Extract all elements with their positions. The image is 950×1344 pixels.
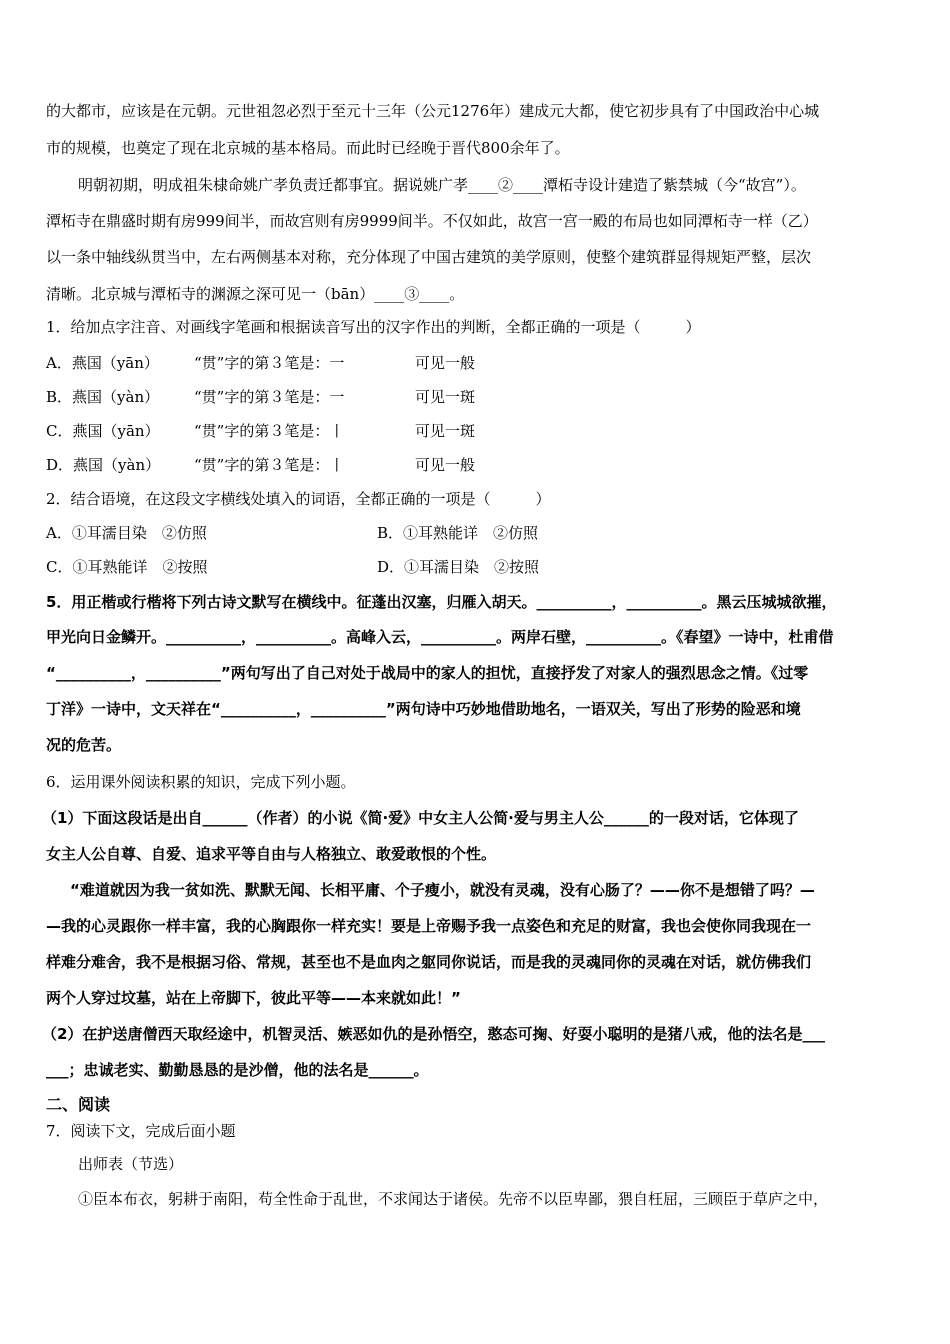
passage-line: 的大都市，应该是在元朝。元世祖忽必烈于至元十三年（公元1276年）建成元大都，使它初步具有了中国政治中心城 bbox=[46, 102, 820, 120]
quote-line: 样难分难舍，我不是根据习俗、常规，甚至也不是血肉之躯同你说话，而是我的灵魂同你的灵魂在对话，就仿佛我们 bbox=[46, 953, 812, 971]
question-stem: 6．运用课外阅读积累的知识，完成下列小题。 bbox=[46, 773, 356, 791]
section-heading: 二、阅读 bbox=[46, 1095, 111, 1114]
text-title: 出师表（节选） bbox=[78, 1155, 184, 1173]
option-b-stroke: “贯”字的第３笔是：一 bbox=[194, 388, 345, 406]
q5-line: 甲光向日金鳞开。__________，__________。高峰入云，__________。两岸石壁，__________。《春望》一诗中，杜甫借 bbox=[46, 628, 834, 646]
option-c-stroke: “贯”字的第３笔是：丨 bbox=[194, 422, 345, 440]
passage-line: 清晰。北京城与潭柘寺的渊源之深可见一（bān）____③____。 bbox=[46, 285, 465, 303]
q5-line: 况的危苦。 bbox=[46, 736, 122, 754]
question-stem: 7．阅读下文，完成后面小题 bbox=[46, 1122, 236, 1140]
passage-line: 以一条中轴线纵贯当中，左右两侧基本对称，充分体现了中国古建筑的美学原则，使整个建筑群显得规矩严整，层次 bbox=[46, 248, 812, 266]
option-c: C．①耳熟能详 ②按照 bbox=[46, 558, 208, 576]
option-d-word: 可见一般 bbox=[415, 456, 476, 474]
quote-line: “难道就因为我一贫如洗、默默无闻、长相平庸、个子瘦小，就没有灵魂，没有心肠了？——你不是想错了吗？— bbox=[70, 881, 815, 899]
q6-part1-line: （1）下面这段话是出自______（作者）的小说《简·爱》中女主人公简·爱与男主人公______的一段对话，它体现了 bbox=[42, 809, 799, 827]
q6-part1-line: 女主人公自尊、自爱、追求平等自由与人格独立、敢爱敢恨的个性。 bbox=[46, 845, 497, 863]
option-a: A．①耳濡目染 ②仿照 bbox=[46, 524, 207, 542]
option-b-pinyin: B．燕国（yàn） bbox=[46, 388, 160, 406]
passage-line: 市的规模，也奠定了现在北京城的基本格局。而此时已经晚于晋代800余年了。 bbox=[46, 139, 570, 157]
option-c-word: 可见一斑 bbox=[415, 422, 476, 440]
question-stem: 2．结合语境，在这段文字横线处填入的词语，全都正确的一项是（ ） bbox=[46, 490, 551, 508]
q5-line: “__________，__________”两句写出了自己对处于战局中的家人的担忧，直接抒发了对家人的强烈思念之情。《过零 bbox=[46, 664, 809, 682]
question-stem: 1．给加点字注音、对画线字笔画和根据读音写出的汉字作出的判断，全都正确的一项是（ ） bbox=[46, 318, 701, 336]
q6-part2-line: ___；忠诚老实、勤勤恳恳的是沙僧，他的法名是______。 bbox=[46, 1061, 429, 1079]
q5-line: 5．用正楷或行楷将下列古诗文默写在横线中。征蓬出汉塞，归雁入胡天。__________，__________。黑云压城城欲摧， bbox=[46, 593, 837, 611]
option-a-stroke: “贯”字的第３笔是：一 bbox=[194, 354, 345, 372]
passage-line: 潭柘寺在鼎盛时期有房999间半，而故宫则有房9999间半。不仅如此，故宫一宫一殿的布局也如同潭柘寺一样（乙） bbox=[46, 212, 818, 230]
option-d-pinyin: D．燕国（yàn） bbox=[46, 456, 161, 474]
option-a-word: 可见一般 bbox=[415, 354, 476, 372]
option-d-stroke: “贯”字的第３笔是：丨 bbox=[194, 456, 345, 474]
passage-line: 明朝初期，明成祖朱棣命姚广孝负责迁都事宜。据说姚广孝____②____潭柘寺设计建造了紫禁城（今“故宫”）。 bbox=[78, 176, 806, 194]
q5-line: 丁洋》一诗中，文天祥在“__________，__________”两句诗中巧妙地借助地名，一语双关，写出了形势的险恶和境 bbox=[46, 700, 801, 718]
option-d: D．①耳濡目染 ②按照 bbox=[377, 558, 540, 576]
q6-part2-line: （2）在护送唐僧西天取经途中，机智灵活、嫉恶如仇的是孙悟空，憨态可掬、好耍小聪明的是猪八戒，他的法名是___ bbox=[42, 1025, 825, 1043]
option-b-word: 可见一斑 bbox=[415, 388, 476, 406]
option-c-pinyin: C．燕国（yān） bbox=[46, 422, 160, 440]
quote-line: 两个人穿过坟墓，站在上帝脚下，彼此平等——本来就如此！” bbox=[46, 989, 461, 1007]
option-a-pinyin: A．燕国（yān） bbox=[46, 354, 159, 372]
option-b: B．①耳熟能详 ②仿照 bbox=[377, 524, 539, 542]
quote-line: —我的心灵跟你一样丰富，我的心胸跟你一样充实！要是上帝赐予我一点姿色和充足的财富，我也会使你同我现在一 bbox=[46, 917, 812, 935]
text-paragraph: ①臣本布衣，躬耕于南阳，苟全性命于乱世，不求闻达于诸侯。先帝不以臣卑鄙，猥自枉屈，三顾臣于草庐之中， bbox=[78, 1190, 829, 1208]
